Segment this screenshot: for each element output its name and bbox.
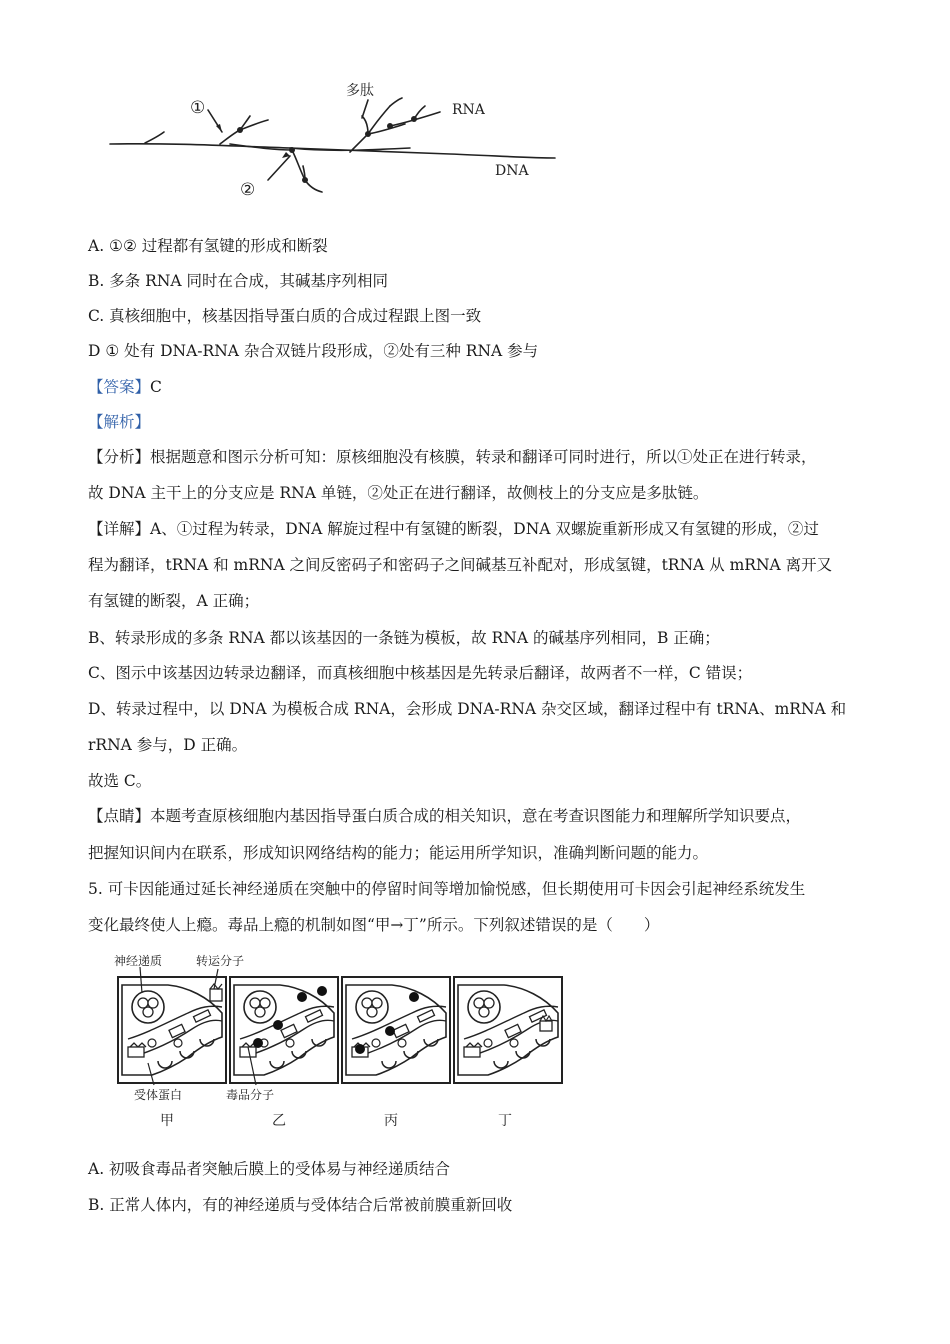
- ribosome-dot: [237, 127, 243, 133]
- xiangjie-line-6: D、转录过程中，以 DNA 为模板合成 RNA，会形成 DNA-RNA 杂交区域，翻译过程中有 tRNA、mRNA 和: [88, 700, 847, 718]
- label-dna: DNA: [495, 163, 529, 179]
- q4-option-c: C. 真核细胞中，核基因指导蛋白质的合成过程跟上图一致: [88, 307, 482, 325]
- q4-option-b: B. 多条 RNA 同时在合成，其碱基序列相同: [88, 272, 389, 290]
- arrow-2-pointer: [268, 156, 290, 180]
- q4-option-d: D ① 处有 DNA-RNA 杂合双链片段形成，②处有三种 RNA 参与: [88, 342, 539, 360]
- label-peptide: 多肽: [346, 83, 374, 99]
- q5-option-a: A. 初吸食毒品者突触后膜上的受体易与神经递质结合: [88, 1160, 451, 1178]
- ribosome-dot: [387, 123, 393, 129]
- label-receptor: 受体蛋白: [134, 1088, 183, 1102]
- rna-branch: [145, 132, 164, 143]
- drug-molecule: [297, 992, 307, 1002]
- drug-molecule: [409, 992, 419, 1002]
- xiangjie-line-3: 有氢键的断裂，A 正确；: [88, 592, 260, 610]
- panel-caption-ding: 丁: [498, 1113, 512, 1129]
- rna-branch: [350, 106, 390, 152]
- label-rna: RNA: [452, 102, 485, 118]
- rna-branch: [292, 150, 322, 192]
- arrow-peptide-pointer: [362, 100, 368, 118]
- xiangjie-line-8: 故选 C。: [88, 772, 152, 790]
- drug-molecule: [273, 1020, 283, 1030]
- xiangjie-line-2: 程为翻译，tRNA 和 mRNA 之间反密码子和密码子之间碱基互补配对，形成氢键，tRNA 从 mRNA 离开又: [88, 556, 833, 574]
- xiangjie-line-7: rRNA 参与，D 正确。: [88, 736, 248, 754]
- ribosome-dot: [289, 147, 295, 153]
- transcription-translation-figure: [100, 70, 570, 205]
- marker-2: ②: [240, 180, 256, 200]
- polypeptide-branch: [390, 98, 402, 106]
- drug-molecule: [253, 1038, 263, 1048]
- ribosome-dot: [411, 116, 417, 122]
- panel-bing: [342, 977, 450, 1083]
- label-transporter: 转运分子: [196, 954, 245, 968]
- drug-molecule: [317, 986, 327, 996]
- q5-option-b: B. 正常人体内，有的神经递质与受体结合后常被前膜重新回收: [88, 1196, 513, 1214]
- q5-stem-line-2: 变化最终使人上瘾。毒品上瘾的机制如图“甲→丁”所示。下列叙述错误的是（ ）: [88, 916, 660, 934]
- panel-caption-yi: 乙: [272, 1113, 286, 1129]
- label-drug: 毒品分子: [226, 1088, 275, 1102]
- dianjing-line-2: 把握知识间内在联系，形成知识网络结构的能力；能运用所学知识，准确判断问题的能力。: [88, 844, 709, 862]
- marker-1: ①: [190, 98, 206, 118]
- panel-caption-bing: 丙: [384, 1113, 398, 1129]
- analysis-tag: 【解析】: [88, 413, 151, 431]
- xiangjie-line-5: C、图示中该基因边转录边翻译，而真核细胞中核基因是先转录后翻译，故两者不一样，C 错误；: [88, 664, 753, 682]
- q4-option-a: A. ①② 过程都有氢键的形成和断裂: [88, 237, 328, 255]
- dianjing-line-1: 【点睛】本题考查原核细胞内基因指导蛋白质合成的相关知识，意在考查识图能力和理解所学知识要点，: [88, 807, 802, 825]
- xiangjie-line-1: 【详解】A、①过程为转录，DNA 解旋过程中有氢键的断裂，DNA 双螺旋重新形成又有氢键的形成，②过: [88, 520, 819, 538]
- panel-ding: [454, 977, 562, 1083]
- panel-caption-jia: 甲: [160, 1113, 174, 1129]
- q5-stem-line-1: 5. 可卡因能通过延长神经递质在突触中的停留时间等增加愉悦感，但长期使用可卡因会引起神经系统发生: [88, 880, 806, 898]
- ribosome-dot: [365, 131, 371, 137]
- drug-molecule: [385, 1026, 395, 1036]
- answer-line: [88, 377, 162, 397]
- answer-value: C: [150, 378, 162, 396]
- label-transmitter: 神经递质: [114, 954, 163, 968]
- xiangjie-line-4: B、转录形成的多条 RNA 都以该基因的一条链为模板，故 RNA 的碱基序列相同，B 正确；: [88, 629, 720, 647]
- panel-yi: [230, 977, 338, 1083]
- panel-jia: [118, 977, 226, 1083]
- answer-tag: 【答案】: [88, 378, 151, 396]
- ribosome-dot: [302, 177, 308, 183]
- addiction-mechanism-figure: [108, 947, 570, 1132]
- fenxi-line-2: 故 DNA 主干上的分支应是 RNA 单链，②处正在进行翻译，故侧枝上的分支应是多肽链。: [88, 484, 709, 502]
- drug-molecule: [355, 1044, 365, 1054]
- fenxi-line-1: 【分析】根据题意和图示分析可知：原核细胞没有核膜，转录和翻译可同时进行，所以①处正在进行转录，: [88, 448, 817, 466]
